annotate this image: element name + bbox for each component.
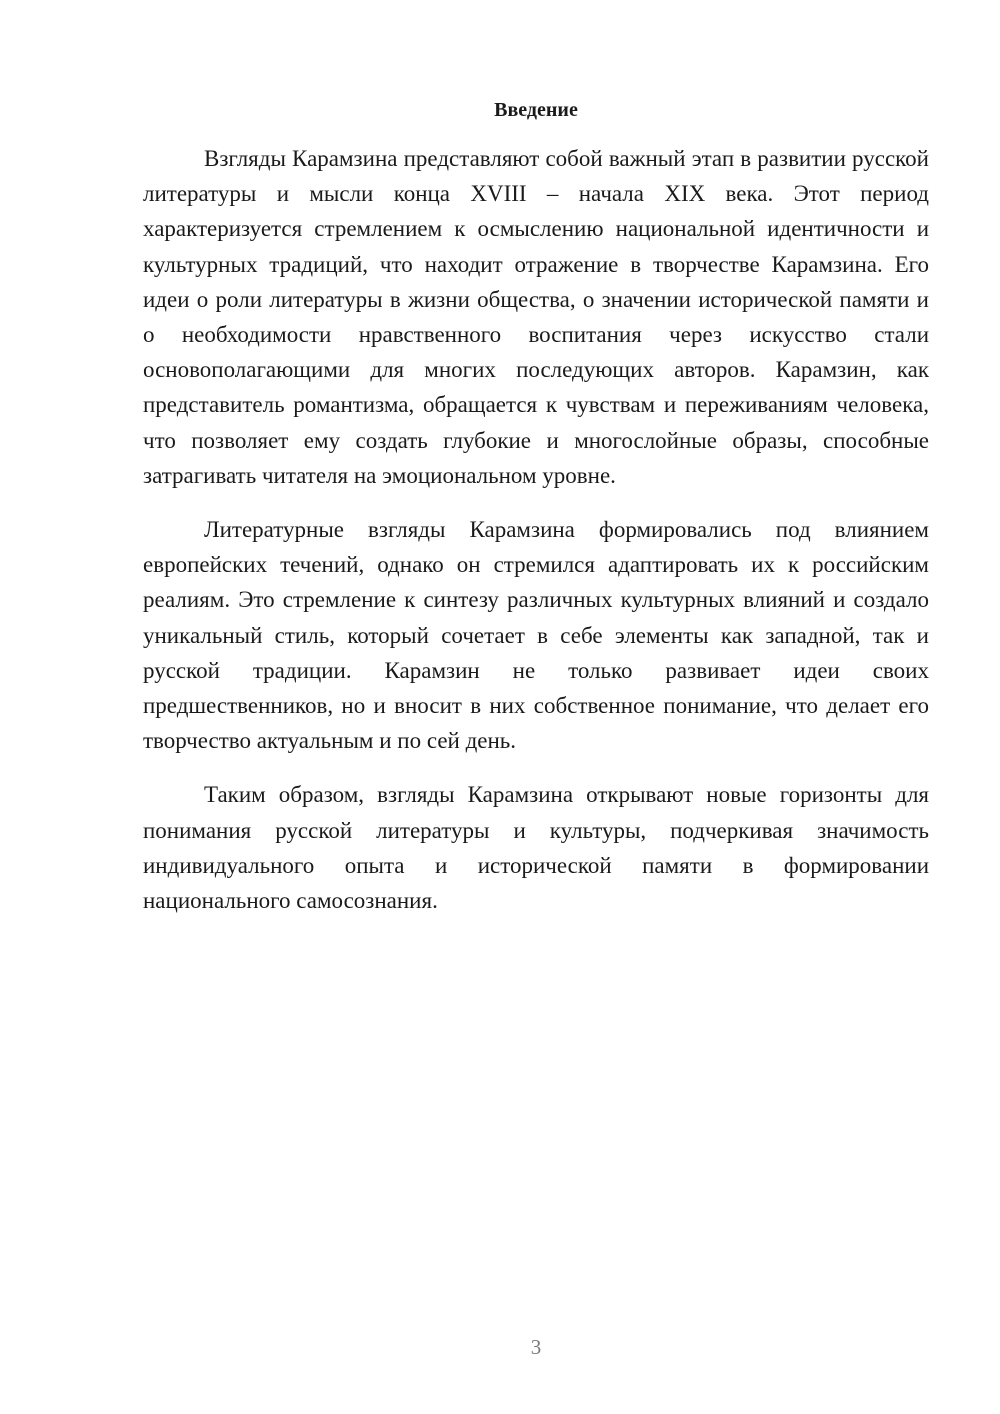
section-heading: Введение	[494, 99, 578, 121]
body-text	[143, 141, 929, 918]
paragraph-3: Таким образом, взгляды Карамзина открывают новые горизонты для понимания русской литературы и культуры, подчеркивая значимость индивидуального опыта и исторической памяти в формировании национального самосознания.	[143, 782, 929, 914]
page-number: 3	[530, 1335, 542, 1359]
paragraph-2: Литературные взгляды Карамзина формировались под влиянием европейских течений, однако он стремился адаптировать их к российским реалиям. Это стремление к синтезу различных культурных влияний и создало уникальный стиль, который сочетает в себе элементы как западной, так и русской традиции. Карамзин не только развивает идеи своих предшественников, но и вносит в них собственное понимание, что делает его творчество актуальным и по сей день.	[143, 517, 929, 754]
paragraph-1: Взгляды Карамзина представляют собой важный этап в развитии русской литературы и мысли конца XVIII – начала XIX века. Этот период характеризуется стремлением к осмыслению национальной идентичности и культурных традиций, что находит отражение в творчестве Карамзина. Его идеи о роли литературы в жизни общества, о значении исторической памяти и о необходимости нравственного воспитания через искусство стали основополагающими для многих последующих авторов. Карамзин, как представитель романтизма, обращается к чувствам и переживаниям человека, что позволяет ему создать глубокие и многослойные образы, способные затрагивать читателя на эмоциональном уровне.	[143, 146, 929, 488]
